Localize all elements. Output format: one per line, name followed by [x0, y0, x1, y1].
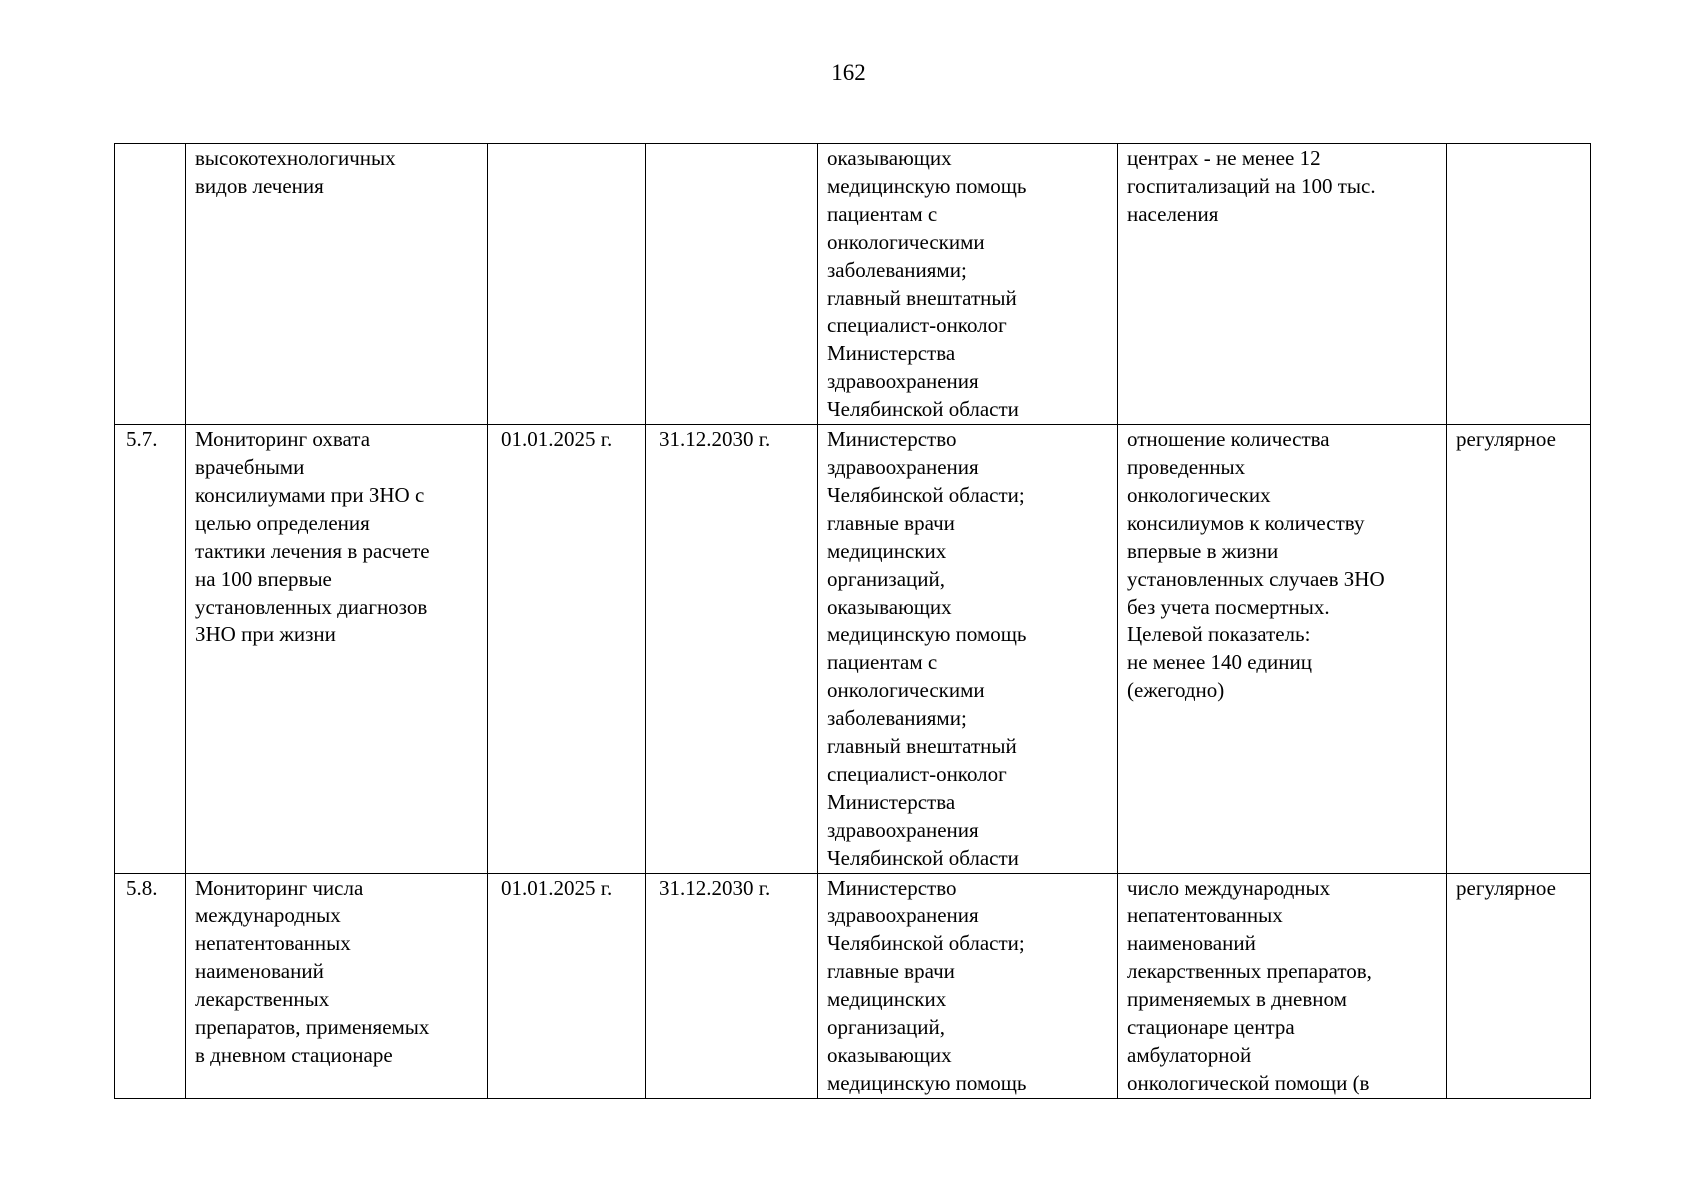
table-row — [115, 144, 1591, 425]
measure-name-cell: высокотехнологичных видов лечения — [186, 144, 488, 425]
measures-table — [114, 143, 1591, 1099]
measure-name-cell: Мониторинг числа международных непатентованных наименований лекарственных препаратов, применяемых в дневном стационаре — [186, 873, 488, 1098]
start-date-cell: 01.01.2025 г. — [488, 873, 646, 1098]
table-row — [115, 425, 1591, 874]
responsible-cell: Министерство здравоохранения Челябинской области; главные врачи медицинских организаций, оказывающих медицинскую помощь — [818, 873, 1118, 1098]
start-date-cell — [488, 144, 646, 425]
responsible-cell: оказывающих медицинскую помощь пациентам с онкологическими заболеваниями; главный внештатный специалист-онколог Министерства здравоохранения Челябинской области — [818, 144, 1118, 425]
type-cell — [1447, 144, 1591, 425]
end-date-cell: 31.12.2030 г. — [646, 873, 818, 1098]
responsible-cell: Министерство здравоохранения Челябинской области; главные врачи медицинских организаций, оказывающих медицинскую помощь пациентам с онкологическими заболеваниями; главный внештатный специалист-онколог Министерства здравоохранения Челябинской области — [818, 425, 1118, 874]
start-date-cell: 01.01.2025 г. — [488, 425, 646, 874]
result-cell: число международных непатентованных наименований лекарственных препаратов, применяемых в дневном стационаре центра амбулаторной онкологической помощи (в — [1118, 873, 1447, 1098]
type-cell: регулярное — [1447, 873, 1591, 1098]
end-date-cell — [646, 144, 818, 425]
end-date-cell: 31.12.2030 г. — [646, 425, 818, 874]
row-number-cell: 5.7. — [115, 425, 186, 874]
row-number-cell — [115, 144, 186, 425]
row-number-cell: 5.8. — [115, 873, 186, 1098]
page-number: 162 — [831, 60, 866, 85]
result-cell: отношение количества проведенных онкологических консилиумов к количеству впервые в жизни установленных случаев ЗНО без учета посмертных. Целевой показатель: не менее 140 единиц (ежегодно) — [1118, 425, 1447, 874]
measure-name-cell: Мониторинг охвата врачебными консилиумами при ЗНО с целью определения тактики лечения в расчете на 100 впервые установленных диагнозов ЗНО при жизни — [186, 425, 488, 874]
type-cell: регулярное — [1447, 425, 1591, 874]
table-row — [115, 873, 1591, 1098]
result-cell: центрах - не менее 12 госпитализаций на 100 тыс. населения — [1118, 144, 1447, 425]
